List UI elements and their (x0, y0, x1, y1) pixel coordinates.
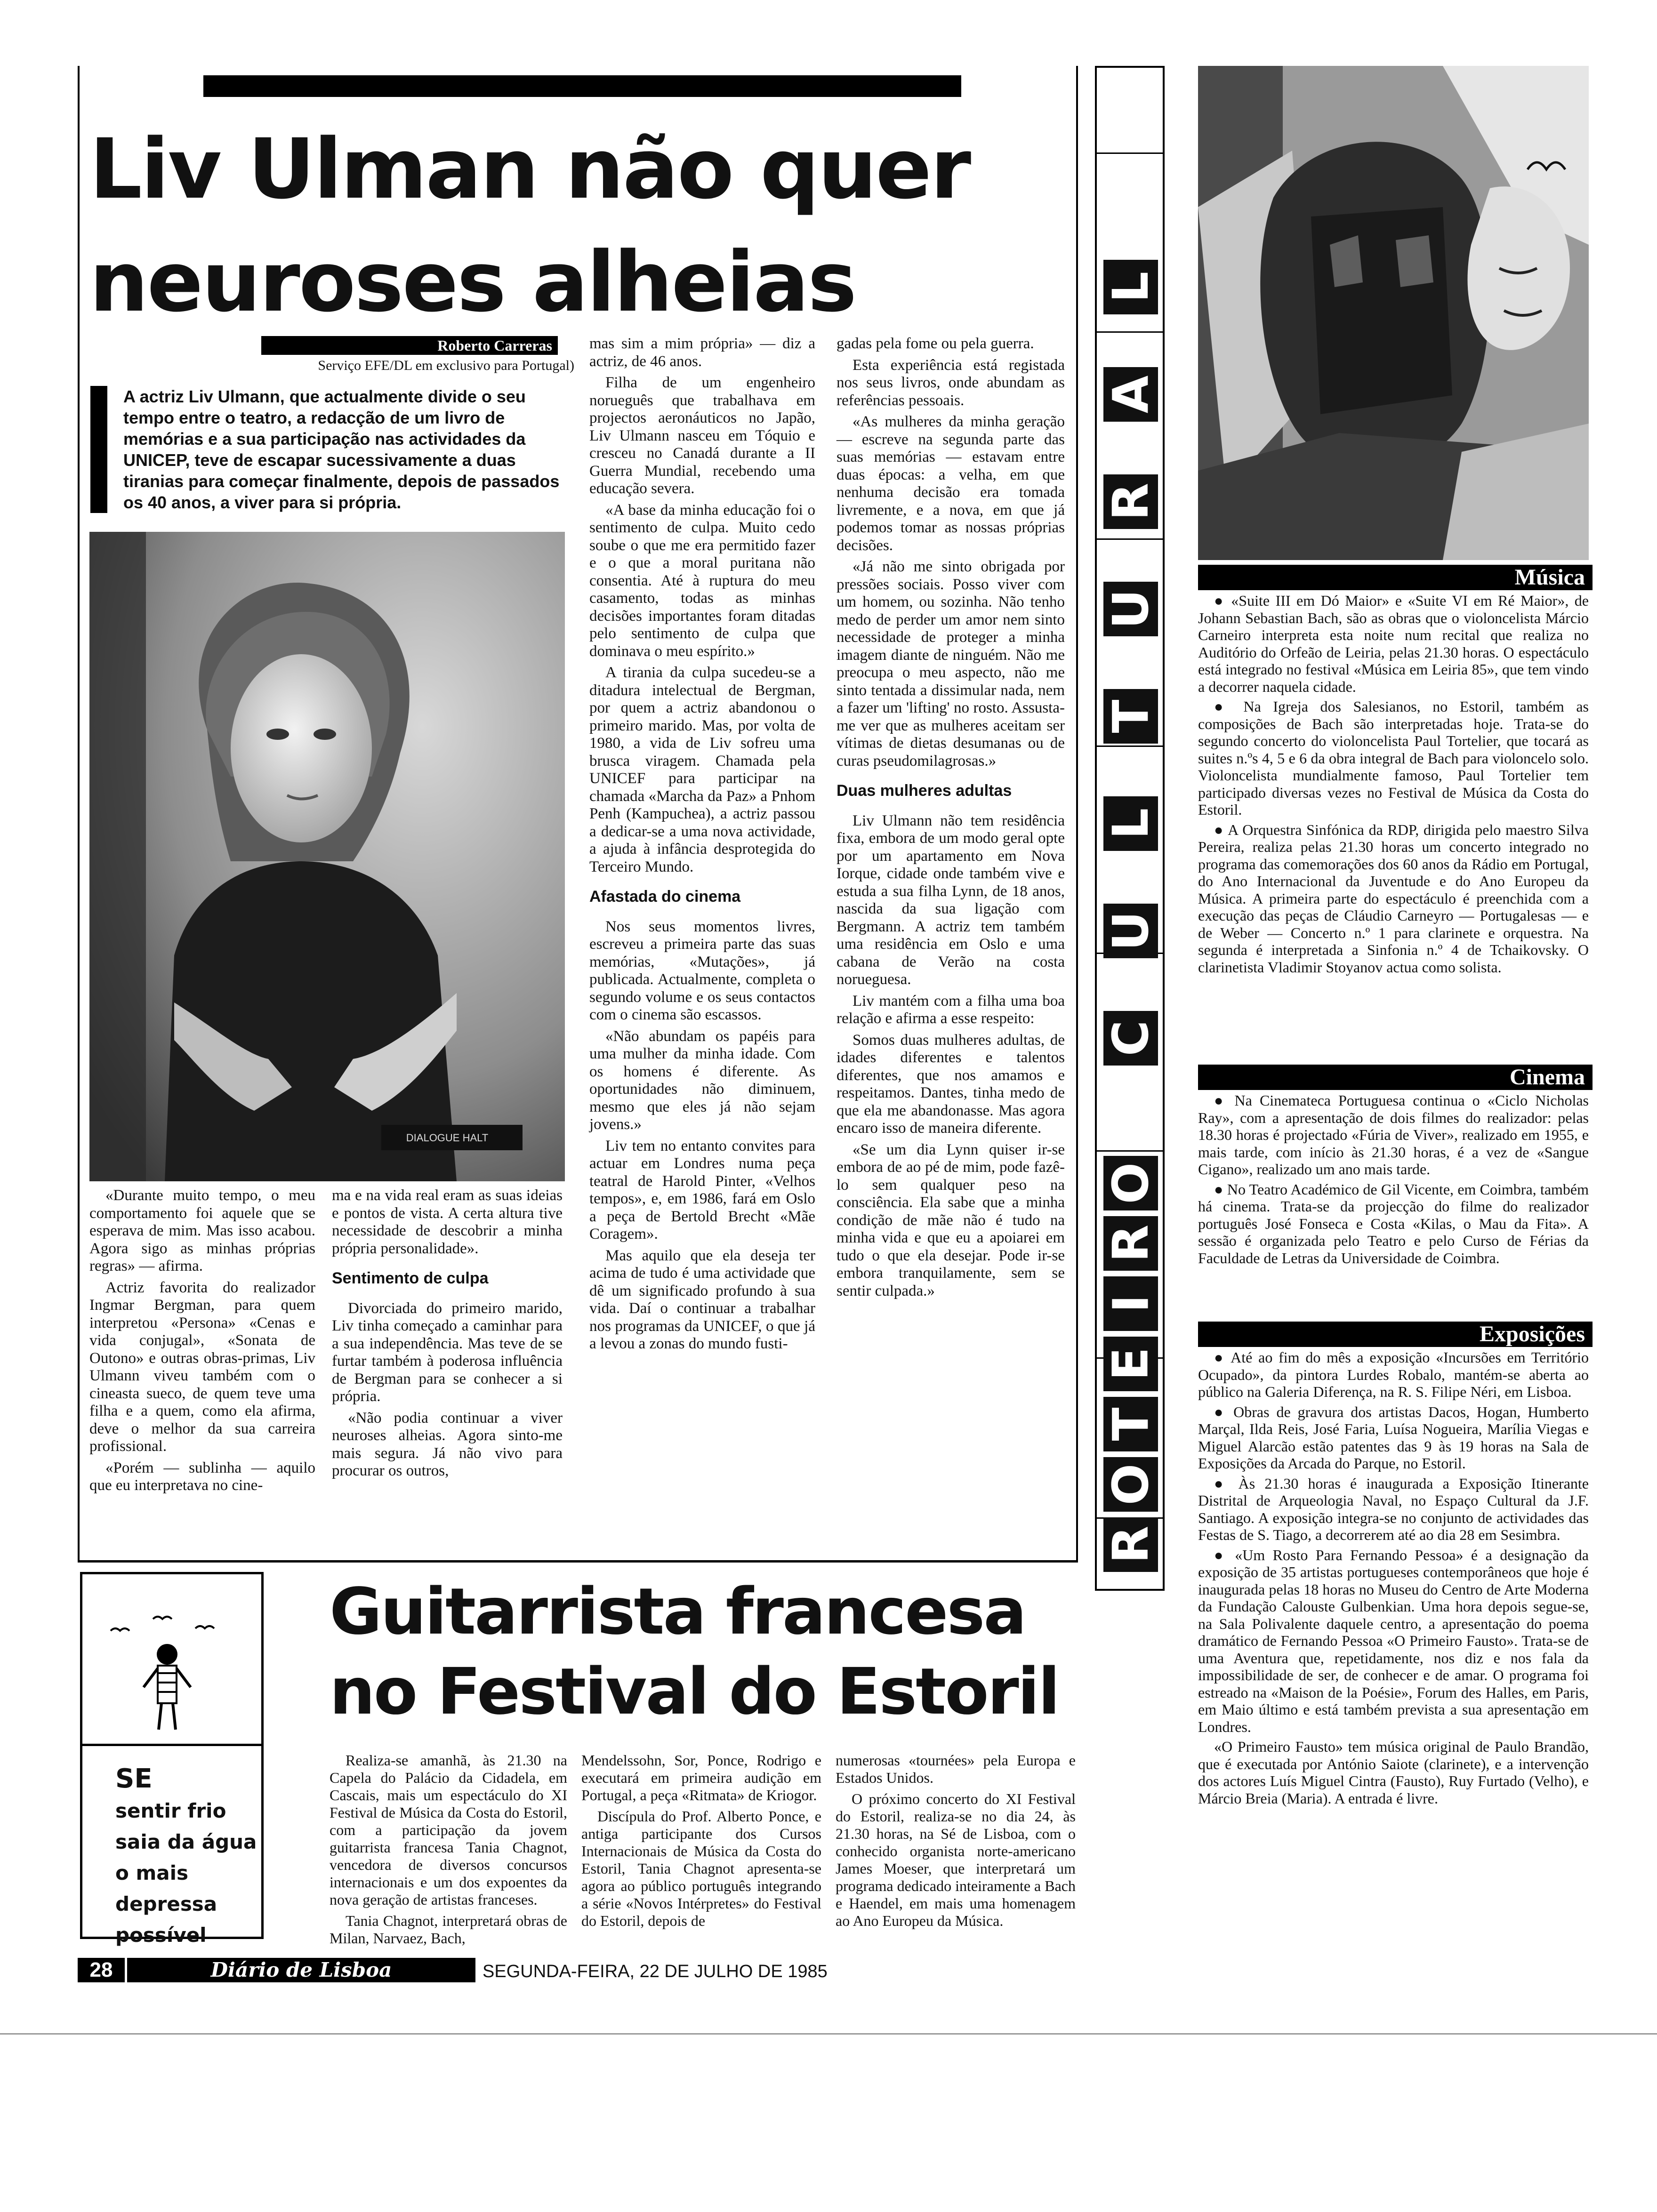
ad-line-4: o mais depressa (115, 1861, 217, 1915)
listing-item: ● Até ao fim do mês a exposição «Incursões em Território Ocupado», da pintora Lurdes Robalo, mantém-se aberta ao público na Galeria Diferença, na R. S. Filipe Néri, em Lisboa. (1198, 1349, 1589, 1400)
paragraph: Actriz favorita do realizador Ingmar Bergman, para quem interpretou «Persona» «Cenas e vida conjugal», «Sonata de Outono» e outras obras-primas, Liv Ulmann viveu também com o cineasta sueco, de quem teve uma filha e a quem, como ela afirma, deve o melhor da sua carreira profissional. (89, 1279, 315, 1455)
second-article-column-1 (330, 1752, 567, 1951)
paragraph: Liv Ulmann não tem residência fixa, embora de um modo geral opte por um apartamento em Nova Iorque, cidade onde também vive e estuda a sua filha Lynn, de 18 anos, nascida da sua ligação com Bergmann. A actriz tem também uma residência em Oslo e uma cabana de Verão na costa norueguesa. (837, 812, 1065, 988)
banner-letter: T (1103, 1397, 1158, 1451)
listing-item: ● Na Igreja dos Salesianos, no Estoril, também as composições de Bach são interpretadas hoje. Trata-se do segundo concerto do violoncelista Paul Tortelier, que tocará as suites n.ºs 4, 5 e 6 da obra integral de Bach para violoncelo solo. Violoncelista mundialmente famoso, Paul Tortelier tem participado diversas vezes no Festival de Música da Costa do Estoril. (1198, 698, 1589, 818)
ad-line-2: sentir frio (115, 1799, 226, 1822)
banner-letter: O (1103, 1156, 1158, 1210)
paragraph: «Durante muito tempo, o meu comportamento foi aquele que se esperava de mim. Mas isso acabou. Agora sigo as minhas próprias regras» — afirma. (89, 1187, 315, 1274)
paragraph: Nos seus momentos livres, escreveu a primeira parte das suas memórias, «Mutações», já publicada. Actualmente, completa o segundo volume e os seus contactos com o cinema são escassos. (589, 918, 815, 1023)
musica-listings (1198, 592, 1589, 978)
paragraph: gadas pela fome ou pela guerra. (837, 335, 1034, 352)
banner-letter: A (1103, 367, 1158, 422)
paragraph: «Não abundam os papéis para uma mulher da minha idade. Com os homens é diferente. As oportunidades não diminuem, mesmo que eles já não sejam jovens.» (589, 1027, 815, 1133)
byline-author: Roberto Carreras (437, 337, 552, 354)
bullet-icon: ● (1214, 592, 1231, 609)
listing-item: ● Obras de gravura dos artistas Dacos, Hogan, Humberto Marçal, Ilda Reis, José Faria, Luísa Nogueira, Marília Viegas e Miguel Alarcão estão patentes das 9 às 19 horas na Sala de Exposições da Arcada do Parque, no Estoril. (1198, 1403, 1589, 1472)
lead-paragraph: A actriz Liv Ulmann, que actualmente divide o seu tempo entre o teatro, a redacção de um livro de memórias e a sua participação nas actividades da UNICEP, teve de escapar sucessivamente a duas tiranias para começar finalmente, depois de passados os 40 anos, a viver para si própria. (123, 387, 560, 512)
listing-item: ● «Suite III em Dó Maior» e «Suite VI em Ré Maior», de Johann Sebastian Bach, são as obras que o violoncelista Márcio Carneiro interpreta esta noite num recital que realiza no Auditório do Orfeão de Leiria, pelas 21.30 horas. O espectáculo está integrado no festival «Música em Leiria 85», que tem vindo a decorrer naquela cidade. (1198, 592, 1589, 695)
listing-item: ● No Teatro Académico de Gil Vicente, em Coimbra, também há cinema. Trata-se da projecção do filme do realizador português José Fonseca e Costa «Kilas, o Mau da Fita». A sessão é organizada pelo Teatro e pelo Curso de Férias da Faculdade de Letras da Universidade de Coimbra. (1198, 1180, 1589, 1266)
paragraph: A tirania da culpa sucedeu-se a ditadura intelectual de Bergman, por quem a actriz abandonou o primeiro marido. Mas, por volta de 1980, a vida de Liv sofreu uma brusca viragem. Chamada pela UNICEF para participar na chamada «Marcha da Paz» a Pnhom Penh (Kampuchea), a actriz passou a dedicar-se a uma nova actividade, a ajuda à infância desprotegida do Terceiro Mundo. (589, 664, 815, 875)
masthead-logo: Diário de Lisboa (127, 1958, 475, 1982)
ad-line-1: SE (115, 1763, 153, 1794)
book-spine: DIALOGUE HALT (406, 1132, 489, 1144)
paragraph: Esta experiência está registada nos seus livros, onde abundam as referências pessoais. (837, 356, 1065, 409)
bullet-icon: ● (1214, 1180, 1227, 1198)
page-number: 28 (78, 1958, 125, 1982)
paragraph: Tania Chagnot, interpretará obras de Milan, Narvaez, Bach, (330, 1912, 567, 1947)
paragraph: Realiza-se amanhã, às 21.30 na Capela do Palácio da Cidadela, em Cascais, mais um espectáculo do XI Festival de Música da Costa do Estoril, com a participação da jovem guitarrista francesa Tania Chagnot, vencedora de diversos concursos internacionais e um dos expoentes da nova geração de artistas franceses. (330, 1752, 567, 1908)
bullet-icon: ● (1214, 821, 1228, 838)
second-headline-line-1: Guitarrista francesa (330, 1575, 1026, 1649)
paragraph: «As mulheres da minha geração — escreve na segunda parte das suas memórias — estavam entre duas épocas: a velha, em que nenhuma decisão era tomada livremente, e a nova, em que já podemos tomar as nossas próprias decisões. (837, 413, 1065, 554)
bullet-icon: ● (1214, 1403, 1234, 1420)
banner-letter: U (1103, 904, 1158, 958)
banner-letter: R (1103, 1517, 1158, 1572)
banner-letter: O (1103, 1457, 1158, 1512)
second-headline-line-2: no Festival do Estoril (330, 1655, 1059, 1729)
section-heading-cinema: Cinema (1198, 1065, 1593, 1090)
artwork-image (1198, 66, 1589, 560)
paragraph: «Porém — sublinha — aquilo que eu interpretava no cine- (89, 1459, 315, 1494)
ad-line-3: saia da água (115, 1830, 257, 1853)
banner-letter: E (1103, 1337, 1158, 1391)
listing-item: «O Primeiro Fausto» tem música original de Paulo Brandão, que é executada por António Saiote (clarinete), e a intervenção dos actores Luís Miguel Cintra (Fausto), Ruy Furtado (Velho), e Márcio Breia (Maria). A entrada é livre. (1198, 1738, 1589, 1807)
paragraph: «A base da minha educação foi o sentimento de culpa. Muito cedo soube o que me era permitido fazer e o que a moral puritana não consentia. Até à ruptura do meu casamento, todas as minhas decisões importantes foram ditadas pelo sentimento de culpa que dominava o meu espírito.» (589, 501, 815, 660)
paragraph: Mendelssohn, Sor, Ponce, Rodrigo e executará em primeira audição em Portugal, a peça «Ritmata» de Kriogor. (581, 1752, 821, 1803)
paragraph: ma e na vida real eram as suas ideias e pontos de vista. A certa altura tive necessidade de descobrir a minha própria personalidade». (332, 1187, 563, 1257)
paragraph: «Já não me sinto obrigada por pressões sociais. Posso viver com um homem, ou sozinha. Não tenho medo de perder um amor nem sinto necessidade de proteger a minha imagem diante de ninguém. Não me preocupa o meu aspecto, não me sinto tentada a dissimular nada, nem a fazer um 'lifting' no rosto. Assusta-me ver que as mulheres aceitam ser vítimas de dietas desumanas ou de curas pseudomilagrosas.» (837, 558, 1065, 769)
artwork-graphic (1198, 66, 1589, 560)
paragraph: O próximo concerto do XI Festival do Estoril, realiza-se no dia 24, às 21.30 horas, na Sé de Lisboa, com o conhecido organista norte-americano James Moeser, que interpretará um programa dedicado inteiramente a Bach e Haendel, em mais uma homenagem ao Ano Europeu da Música. (836, 1790, 1076, 1929)
paragraph: Liv tem no entanto convites para actuar em Londres numa peça teatral de Harold Pinter, «Velhos tempos», e, em 1986, fará em Oslo a peça de Bertold Brecht «Mãe Coragem». (589, 1137, 815, 1242)
banner-letter: R (1103, 1216, 1158, 1271)
bullet-icon: ● (1214, 1475, 1239, 1492)
exposicoes-listings (1198, 1349, 1589, 1810)
section-heading-exposicoes: Exposições (1198, 1322, 1593, 1347)
paragraph: Filha de um engenheiro norueguês que trabalhava em projectos aeronáuticos no Japão, Liv Ulmann nasceu em Tóquio e cresceu no Canadá durante a II Guerra Mundial, recebendo uma educação severa. (589, 374, 815, 497)
banner-letter: R (1103, 474, 1158, 529)
second-article-column-2 (581, 1752, 821, 1933)
paragraph: «Se um dia Lynn quiser ir-se embora de ao pé de mim, pode fazê-lo sem qualquer peso na consciência. Ela sabe que a minha condição de mãe não é tudo na minha vida e que eu a apoiarei em tudo o que ela desejar. Pode ir-se embora tranquilamente, sem se sentir culpada.» (837, 1141, 1065, 1299)
swimmer-illustration (82, 1603, 261, 1744)
bullet-icon: ● (1214, 698, 1244, 715)
second-article-column-3 (836, 1752, 1076, 1933)
advert-box (80, 1572, 264, 1947)
bullet-icon: ● (1214, 1349, 1231, 1366)
banner-letter: L (1103, 796, 1158, 851)
bullet-icon: ● (1214, 1546, 1235, 1563)
byline-service: Serviço EFE/DL em exclusivo para Portugal) (318, 358, 574, 373)
section-heading-musica: Música (1198, 565, 1593, 590)
issue-date: SEGUNDA-FEIRA, 22 DE JULHO DE 1985 (483, 1962, 828, 1981)
listing-item: ● Às 21.30 horas é inaugurada a Exposição Itinerante Distrital de Arqueologia Naval, no Espaço Cultural da J.F. Santiago. A exposição integra-se no conjunto de actividades das Festas de S. Tiago, a decorrerem até ao dia 28 em Sesimbra. (1198, 1475, 1589, 1543)
scan-bottom-rule (0, 2033, 1657, 2035)
subheading: Duas mulheres adultas (837, 782, 1012, 800)
paragraph: numerosas «tournées» pela Europa e Estados Unidos. (836, 1752, 1076, 1786)
banner-letter: T (1103, 689, 1158, 744)
paragraph: Mas aquilo que ela deseja ter acima de tudo é uma actividade que dê um significado profundo à sua vida. Daí o continuar a trabalhar nos programas da UNICEF, o que já a levou a zonas do mundo fusti- (589, 1247, 815, 1352)
paragraph: Discípula do Prof. Alberto Ponce, e antiga participante dos Cursos Internacionais de Música da Costa do Estoril, Tania Chagnot apresenta-se agora ao público português integrando a série «Novos Intérpretes» do Festival do Estoril, depois de (581, 1808, 821, 1929)
listing-item: ● «Um Rosto Para Fernando Pessoa» é a designação da exposição de 35 artistas portugueses contemporâneos que hoje é inaugurada pelas 18 horas no Museu do Centro de Arte Moderna da Fundação Calouste Gulbenkian. Uma hora depois segue-se, na Sala Polivalente daquele centro, a apresentação do poema dramático de Fernando Pessoa «O Primeiro Fausto». Trata-se de uma Aventura que, repetidamente, nos diz e nos fala da impossibilidade de ser, de conhecer e de amar. O programa foi estreado na «Maison de la Poésie», Forum des Halles, em Paris, em Maio último e está também prevista a sua apresentação em Londres. (1198, 1546, 1589, 1735)
listing-item: ● A Orquestra Sinfónica da RDP, dirigida pelo maestro Silva Pereira, realiza pelas 21.30 horas um concerto integrado no programa das comemorações dos 60 anos da Rádio em Portugal, do Ano Internacional da Juventude e do Ano Europeu da Música. A primeira parte do espectáculo é preenchida com a execução das peças de Cláudio Carneyro — Portugalesas — e de Weber — Concerto n.º 1 para clarinete e orquestra. Na segunda é interpretada a Sinfonia n.º 4 de Tchaikovsky. O clarinetista Vladimir Stoyanov actua como solista. (1198, 821, 1589, 976)
banner-letter: I (1103, 1276, 1158, 1331)
main-article-frame (78, 66, 1078, 1563)
roteiro-cultural-banner (1095, 66, 1165, 1591)
listing-item: ● Na Cinemateca Portuguesa continua o «Ciclo Nicholas Ray», com a apresentação de dois filmes do realizador: pelas 18.30 horas é projectado «Fúria de Viver», realizado em 1955, e mais tarde, com início às 21.30 horas, é a vez de «Sangue Cigano», realizado um ano mais tarde. (1198, 1092, 1589, 1178)
paragraph: mas sim a mim própria» — diz a actriz, de 46 anos. (589, 335, 815, 370)
banner-letter: C (1103, 1011, 1158, 1066)
paragraph: Liv mantém com a filha uma boa relação e afirma a esse respeito: (837, 992, 1065, 1027)
paragraph: Divorciada do primeiro marido, Liv tinha começado a caminhar para a sua independência. Mas teve de se furtar também à poderosa influência de Bergman para se conhecer a si própria. (332, 1299, 563, 1405)
second-article-title (330, 1572, 1083, 1732)
ad-line-5: possível (115, 1923, 207, 1947)
banner-letter: L (1103, 260, 1158, 314)
paragraph: «Não podia continuar a viver neuroses alheias. Agora sinto-me mais segura. Já não vivo para procurar os outros, (332, 1409, 563, 1479)
banner-letter: U (1103, 582, 1158, 636)
headline-line-2: neuroses alheias (89, 234, 856, 330)
subheading: Sentimento de culpa (332, 1269, 489, 1287)
bullet-icon: ● (1214, 1092, 1235, 1109)
paragraph: Somos duas mulheres adultas, de idades diferentes e talentos diferentes, que nos amamos e respeitamos. Dantes, tinha medo de que ela me abandonasse. Mas agora encaro isso de maneira diferente. (837, 1031, 1065, 1137)
cinema-listings (1198, 1092, 1589, 1269)
headline-line-1: Liv Ulman não quer (89, 121, 970, 217)
footer (78, 1958, 1589, 1984)
subheading: Afastada do cinema (589, 888, 741, 906)
